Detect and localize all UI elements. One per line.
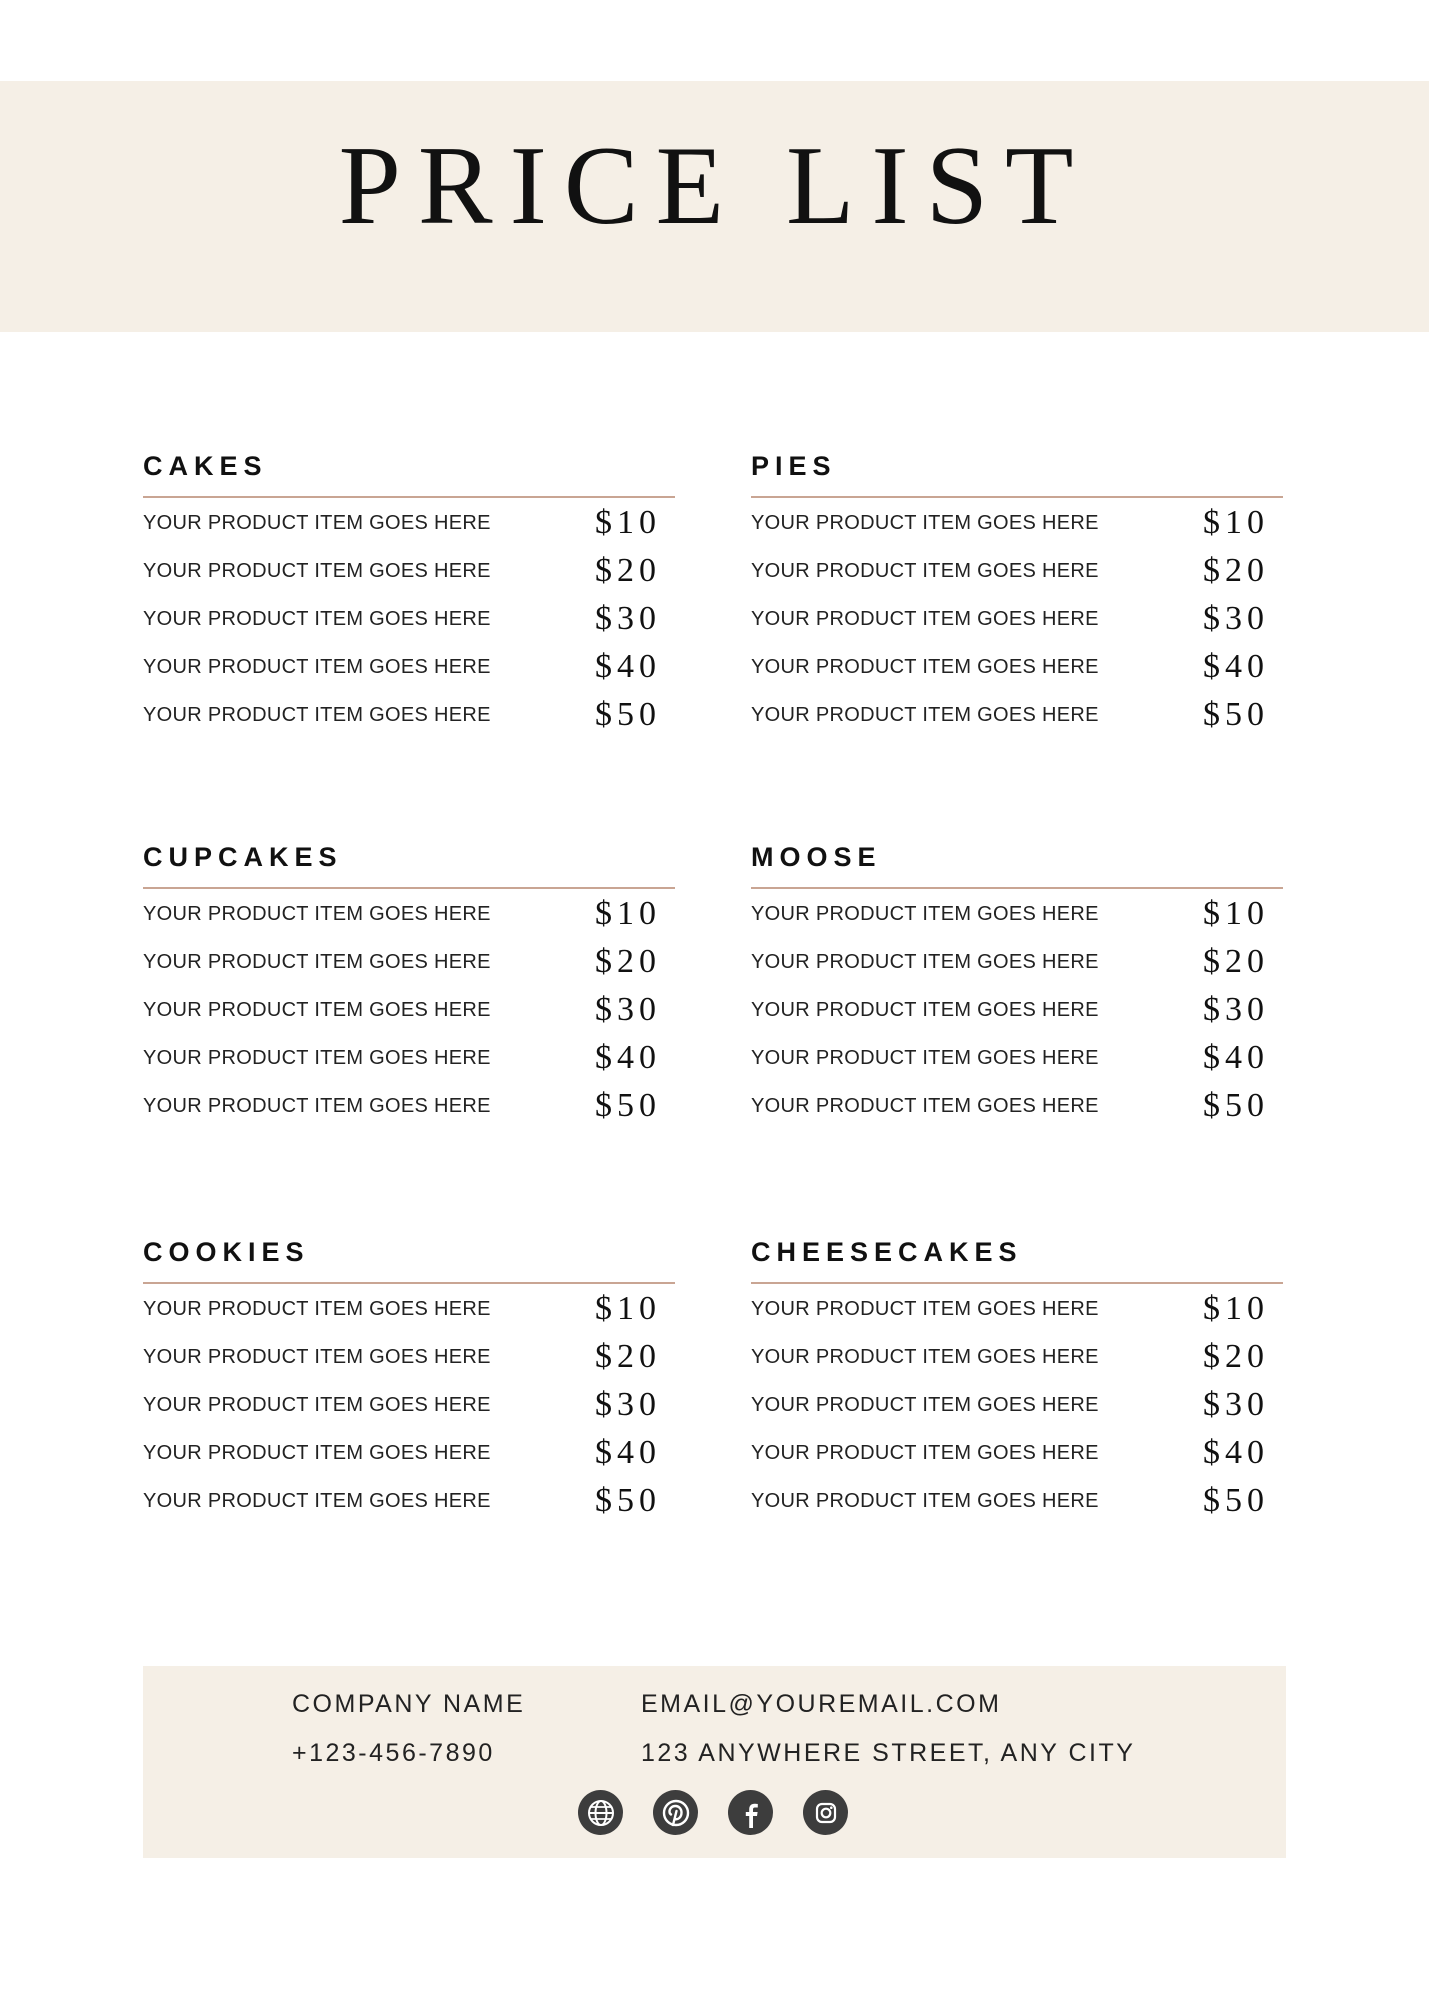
item-name: YOUR PRODUCT ITEM GOES HERE	[143, 903, 491, 925]
list-item	[143, 1428, 675, 1476]
section-title: PIES	[751, 451, 837, 481]
facebook-icon[interactable]	[728, 1790, 773, 1835]
item-name: YOUR PRODUCT ITEM GOES HERE	[751, 1298, 1099, 1320]
list-item	[143, 1332, 675, 1380]
list-item	[751, 690, 1283, 738]
item-name: YOUR PRODUCT ITEM GOES HERE	[751, 1394, 1099, 1416]
list-item	[143, 642, 675, 690]
list-item	[751, 1428, 1283, 1476]
item-price: $20	[1203, 1338, 1269, 1375]
item-name: YOUR PRODUCT ITEM GOES HERE	[143, 1394, 491, 1416]
item-name: YOUR PRODUCT ITEM GOES HERE	[143, 1047, 491, 1069]
pinterest-icon[interactable]	[653, 1790, 698, 1835]
list-item	[751, 1033, 1283, 1081]
item-price: $30	[595, 600, 661, 637]
item-name: YOUR PRODUCT ITEM GOES HERE	[143, 512, 491, 534]
item-name: YOUR PRODUCT ITEM GOES HERE	[751, 999, 1099, 1021]
section-moose	[751, 837, 1283, 1129]
section-title: COOKIES	[143, 1237, 310, 1267]
item-price: $20	[1203, 552, 1269, 589]
list-item	[751, 1380, 1283, 1428]
list-item	[751, 1332, 1283, 1380]
item-price: $30	[595, 1386, 661, 1423]
item-price: $50	[595, 1482, 661, 1519]
list-item	[143, 594, 675, 642]
list-item	[751, 642, 1283, 690]
item-name: YOUR PRODUCT ITEM GOES HERE	[751, 1346, 1099, 1368]
list-item	[143, 546, 675, 594]
item-price: $50	[1203, 696, 1269, 733]
item-price: $30	[1203, 1386, 1269, 1423]
section-title: CUPCAKES	[143, 842, 343, 872]
list-item	[751, 498, 1283, 546]
list-item	[751, 889, 1283, 937]
item-price: $50	[1203, 1087, 1269, 1124]
item-list	[143, 889, 675, 1129]
section-cupcakes	[143, 837, 675, 1129]
item-price: $40	[1203, 1039, 1269, 1076]
list-item	[143, 1380, 675, 1428]
item-price: $10	[1203, 504, 1269, 541]
item-price: $10	[1203, 1290, 1269, 1327]
item-name: YOUR PRODUCT ITEM GOES HERE	[751, 1095, 1099, 1117]
item-name: YOUR PRODUCT ITEM GOES HERE	[751, 608, 1099, 630]
phone-number: +123-456-7890	[292, 1739, 495, 1767]
item-price: $30	[1203, 600, 1269, 637]
item-name: YOUR PRODUCT ITEM GOES HERE	[143, 1298, 491, 1320]
list-item	[143, 1033, 675, 1081]
list-item	[751, 1081, 1283, 1129]
list-item	[751, 1476, 1283, 1524]
list-item	[143, 1476, 675, 1524]
item-name: YOUR PRODUCT ITEM GOES HERE	[143, 560, 491, 582]
item-name: YOUR PRODUCT ITEM GOES HERE	[751, 704, 1099, 726]
social-links	[578, 1790, 878, 1835]
item-price: $20	[1203, 943, 1269, 980]
section-cheesecakes	[751, 1232, 1283, 1524]
item-price: $30	[595, 991, 661, 1028]
item-price: $10	[595, 504, 661, 541]
email-link[interactable]: EMAIL@YOUREMAIL.COM	[641, 1690, 1002, 1718]
item-name: YOUR PRODUCT ITEM GOES HERE	[751, 1490, 1099, 1512]
item-name: YOUR PRODUCT ITEM GOES HERE	[143, 608, 491, 630]
section-cakes	[143, 446, 675, 738]
list-item	[751, 594, 1283, 642]
address: 123 ANYWHERE STREET, ANY CITY	[641, 1739, 1136, 1767]
item-price: $40	[1203, 648, 1269, 685]
page-title: PRICE LIST	[338, 124, 1091, 248]
item-price: $40	[1203, 1434, 1269, 1471]
section-cookies	[143, 1232, 675, 1524]
item-name: YOUR PRODUCT ITEM GOES HERE	[751, 560, 1099, 582]
item-name: YOUR PRODUCT ITEM GOES HERE	[751, 951, 1099, 973]
globe-icon[interactable]	[578, 1790, 623, 1835]
item-price: $20	[595, 552, 661, 589]
item-list	[751, 889, 1283, 1129]
section-title: MOOSE	[751, 842, 882, 872]
item-name: YOUR PRODUCT ITEM GOES HERE	[143, 656, 491, 678]
list-item	[751, 937, 1283, 985]
list-item	[143, 1081, 675, 1129]
item-list	[143, 498, 675, 738]
list-item	[143, 985, 675, 1033]
section-title: CHEESECAKES	[751, 1237, 1023, 1267]
item-name: YOUR PRODUCT ITEM GOES HERE	[143, 1346, 491, 1368]
item-price: $40	[595, 1039, 661, 1076]
item-price: $10	[1203, 895, 1269, 932]
section-title: CAKES	[143, 451, 268, 481]
list-item	[751, 546, 1283, 594]
section-pies	[751, 446, 1283, 738]
list-item	[143, 1284, 675, 1332]
list-item	[751, 985, 1283, 1033]
item-list	[751, 498, 1283, 738]
item-price: $50	[595, 696, 661, 733]
item-name: YOUR PRODUCT ITEM GOES HERE	[143, 999, 491, 1021]
item-name: YOUR PRODUCT ITEM GOES HERE	[751, 512, 1099, 534]
item-name: YOUR PRODUCT ITEM GOES HERE	[143, 704, 491, 726]
item-price: $30	[1203, 991, 1269, 1028]
item-name: YOUR PRODUCT ITEM GOES HERE	[143, 1442, 491, 1464]
list-item	[143, 937, 675, 985]
item-name: YOUR PRODUCT ITEM GOES HERE	[751, 656, 1099, 678]
item-name: YOUR PRODUCT ITEM GOES HERE	[143, 951, 491, 973]
list-item	[751, 1284, 1283, 1332]
item-price: $50	[595, 1087, 661, 1124]
list-item	[143, 690, 675, 738]
item-price: $10	[595, 895, 661, 932]
item-price: $10	[595, 1290, 661, 1327]
item-list	[143, 1284, 675, 1524]
item-name: YOUR PRODUCT ITEM GOES HERE	[143, 1095, 491, 1117]
item-price: $50	[1203, 1482, 1269, 1519]
item-name: YOUR PRODUCT ITEM GOES HERE	[143, 1490, 491, 1512]
item-list	[751, 1284, 1283, 1524]
item-price: $20	[595, 1338, 661, 1375]
item-price: $40	[595, 648, 661, 685]
list-item	[143, 889, 675, 937]
item-price: $20	[595, 943, 661, 980]
item-name: YOUR PRODUCT ITEM GOES HERE	[751, 1442, 1099, 1464]
item-price: $40	[595, 1434, 661, 1471]
item-name: YOUR PRODUCT ITEM GOES HERE	[751, 903, 1099, 925]
instagram-icon[interactable]	[803, 1790, 848, 1835]
company-name: COMPANY NAME	[292, 1690, 526, 1718]
list-item	[143, 498, 675, 546]
item-name: YOUR PRODUCT ITEM GOES HERE	[751, 1047, 1099, 1069]
